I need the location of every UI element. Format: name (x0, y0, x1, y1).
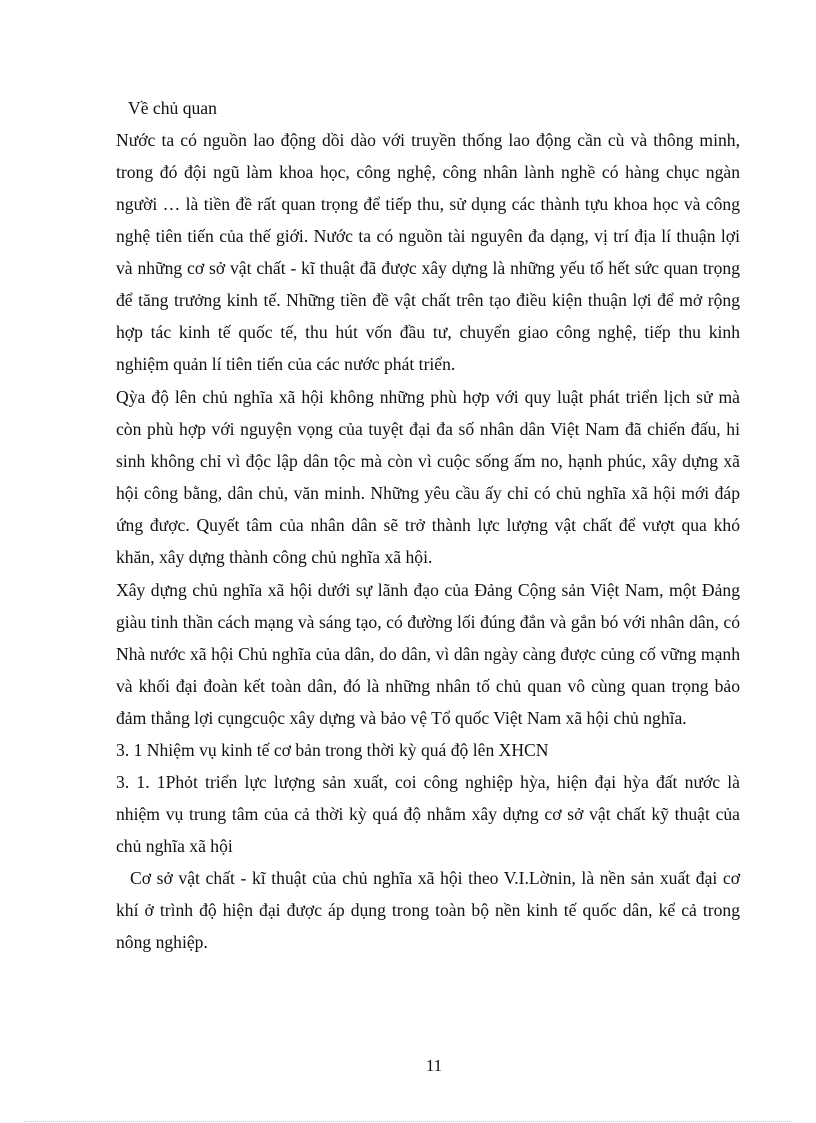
page-bottom-rule (24, 1121, 792, 1122)
section-heading: 3. 1 Nhiệm vụ kinh tế cơ bản trong thời kỳ quá độ lên XHCN (116, 740, 549, 760)
paragraph: Cơ sở vật chất - kĩ thuật của chủ nghĩa xã hội theo V.I.Lờnin, là nền sản xuất đại cơ khí ở trình độ hiện đại được áp dụng trong toàn bộ nền kinh tế quốc dân, kể cả trong nông nghiệp. (116, 868, 740, 952)
paragraph: Qỳa độ lên chủ nghĩa xã hội không những phù hợp với quy luật phát triển lịch sử mà còn phù hợp với nguyện vọng của tuyệt đại đa số nhân dân Việt Nam đã chiến đấu, hi sinh không chỉ vì độc lập dân tộc mà còn vì cuộc sống ấm no, hạnh phúc, xây dựng xã hội công bằng, dân chủ, văn minh. Những yêu cầu ấy chỉ có chủ nghĩa xã hội mới đáp ứng được. Quyết tâm của nhân dân sẽ trở thành lực lượng vật chất để vượt qua khó khăn, xây dựng thành công chủ nghĩa xã hội. (116, 387, 740, 567)
paragraph: Xây dựng chủ nghĩa xã hội dưới sự lãnh đạo của Đảng Cộng sản Việt Nam, một Đảng giàu tinh thần cách mạng và sáng tạo, có đường lối đúng đắn và gắn bó với nhân dân, có Nhà nước xã hội Chủ nghĩa của dân, do dân, vì dân ngày càng được củng cố vững mạnh và khối đại đoàn kết toàn dân, đó là những nhân tố chủ quan vô cùng quan trọng bảo đảm thắng lợi cụngcuộc xây dựng và bảo vệ Tổ quốc Việt Nam xã hội chủ nghĩa. (116, 580, 740, 728)
subsection-heading: 3. 1. 1Phỏt triển lực lượng sản xuất, coi công nghiệp hỳa, hiện đại hỳa đất nước là nhiệm vụ trung tâm của cả thời kỳ quá độ nhằm xây dựng cơ sở vật chất kỹ thuật của chủ nghĩa xã hội (116, 772, 740, 856)
page-number: 11 (425, 1056, 443, 1075)
paragraph: Nước ta có nguồn lao động dồi dào với truyền thống lao động cần cù và thông minh, trong đó đội ngũ làm khoa học, công nghệ, công nhân lành nghề có hàng chục ngàn người … là tiền đề rất quan trọng để tiếp thu, sử dụng các thành tựu khoa học và công nghệ tiên tiến của thế giới. Nước ta có nguồn tài nguyên đa dạng, vị trí địa lí thuận lợi và những cơ sở vật chất - kĩ thuật đã được xây dựng là những yếu tố hết sức quan trọng để tăng trưởng kinh tế. Những tiền đề vật chất trên tạo điều kiện thuận lợi để mở rộng hợp tác kinh tế quốc tế, thu hút vốn đầu tư, chuyển giao công nghệ, tiếp thu kinh nghiệm quản lí tiên tiến của các nước phát triển. (116, 130, 740, 374)
paragraph-heading-chu-quan: Về chủ quan (128, 98, 217, 118)
document-body (116, 92, 740, 958)
